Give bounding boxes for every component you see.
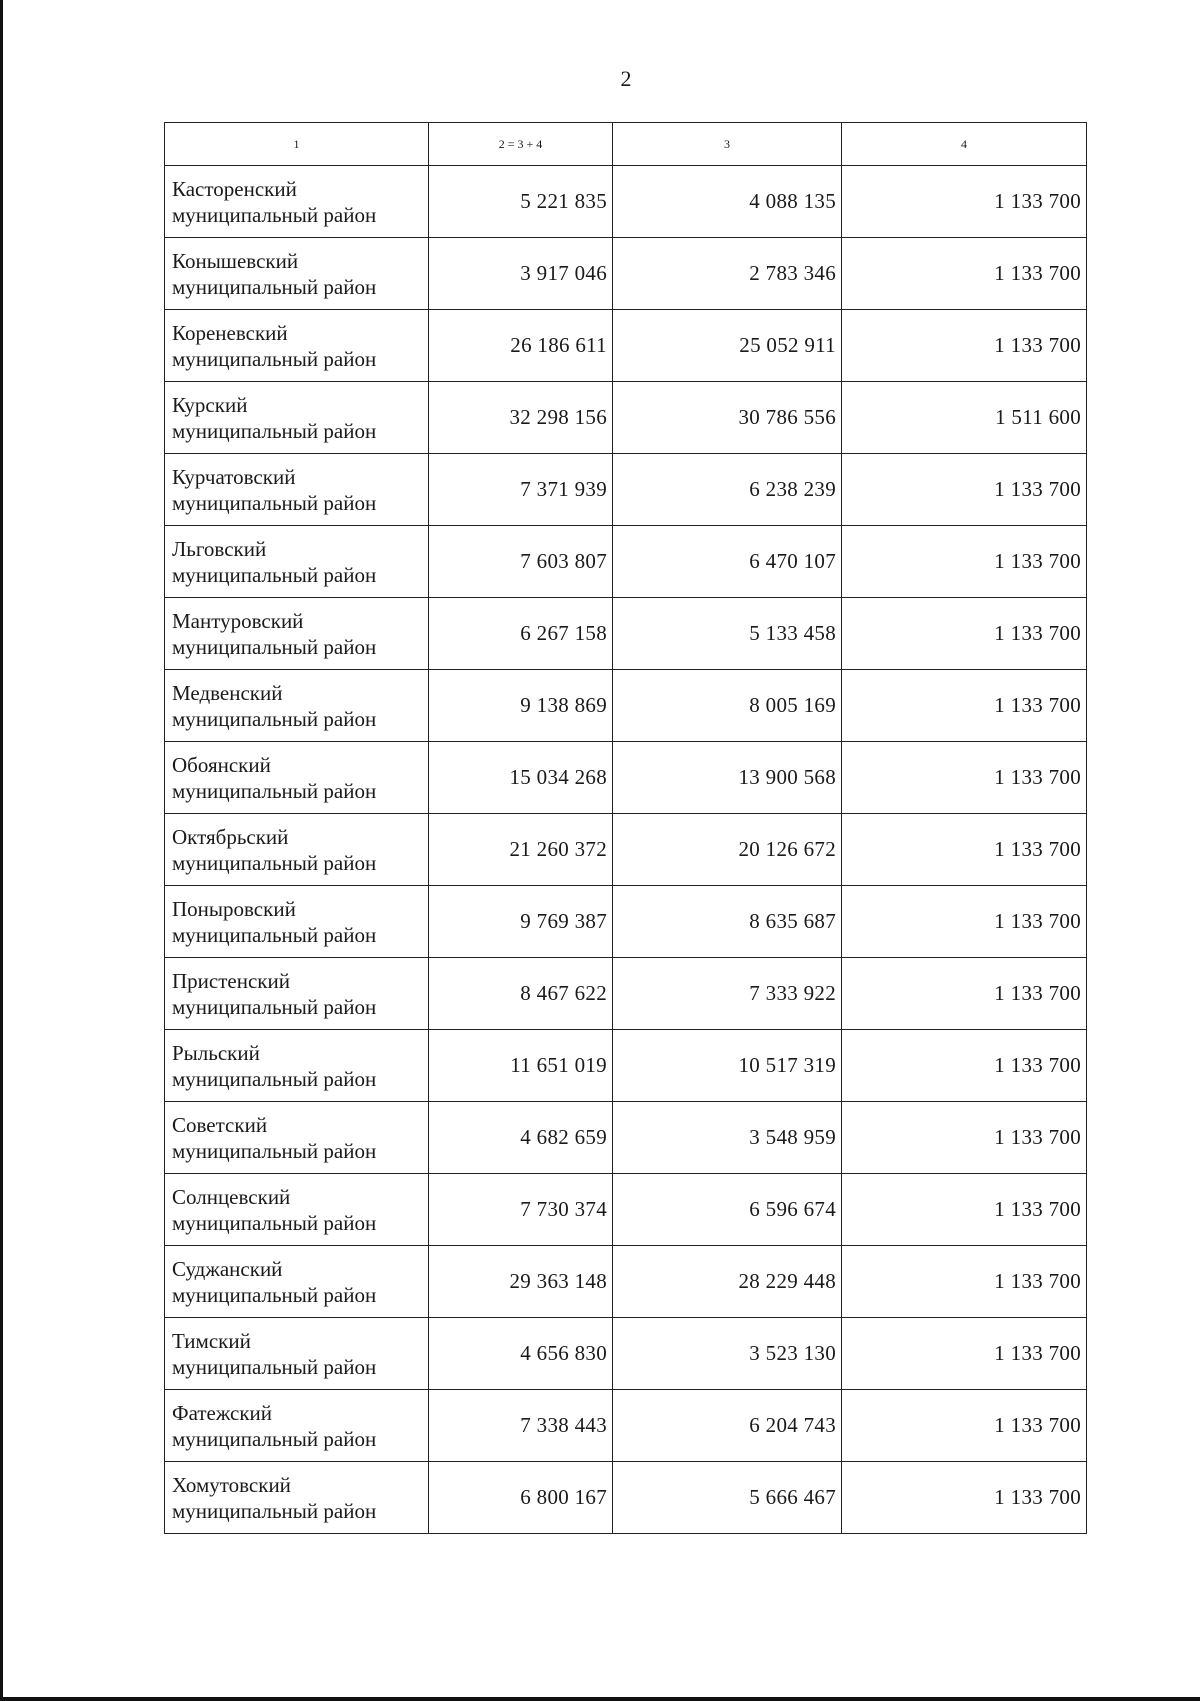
- total-amount: 7 371 939: [429, 454, 613, 526]
- district-name-cell: [165, 1174, 429, 1246]
- total-amount: 7 603 807: [429, 526, 613, 598]
- amount-col3: 5 133 458: [613, 598, 842, 670]
- district-name: Советский: [172, 1112, 268, 1137]
- amount-col4: 1 133 700: [842, 598, 1087, 670]
- amount-col3: 6 204 743: [613, 1390, 842, 1462]
- table-row: [165, 238, 1087, 310]
- total-amount: 8 467 622: [429, 958, 613, 1030]
- total-amount: 26 186 611: [429, 310, 613, 382]
- table-row: [165, 1030, 1087, 1102]
- district-name: Рыльский: [172, 1040, 260, 1065]
- total-amount: 6 267 158: [429, 598, 613, 670]
- table-row: [165, 1102, 1087, 1174]
- amount-col4: 1 133 700: [842, 814, 1087, 886]
- district-name: Медвенский: [172, 680, 283, 705]
- district-type: муниципальный район: [172, 202, 377, 227]
- district-name: Курчатовский: [172, 464, 296, 489]
- amount-col4: 1 133 700: [842, 526, 1087, 598]
- table-row: [165, 742, 1087, 814]
- district-name-cell: [165, 166, 429, 238]
- district-name: Курский: [172, 392, 248, 417]
- district-name-cell: [165, 526, 429, 598]
- column-header-2: 2 = 3 + 4: [429, 123, 613, 166]
- amount-col4: 1 133 700: [842, 454, 1087, 526]
- amount-col4: 1 133 700: [842, 310, 1087, 382]
- district-name-cell: [165, 1390, 429, 1462]
- district-name: Октябрьский: [172, 824, 289, 849]
- amount-col4: 1 133 700: [842, 886, 1087, 958]
- scan-edge-left: [0, 0, 3, 1701]
- total-amount: 9 138 869: [429, 670, 613, 742]
- amount-col3: 20 126 672: [613, 814, 842, 886]
- district-name-cell: [165, 382, 429, 454]
- district-name-cell: [165, 310, 429, 382]
- district-name-cell: [165, 1246, 429, 1318]
- amount-col4: 1 133 700: [842, 958, 1087, 1030]
- amount-col3: 28 229 448: [613, 1246, 842, 1318]
- district-name-cell: [165, 1318, 429, 1390]
- district-type: муниципальный район: [172, 850, 377, 875]
- amount-col4: 1 133 700: [842, 1390, 1087, 1462]
- district-type: муниципальный район: [172, 922, 377, 947]
- district-type: муниципальный район: [172, 490, 377, 515]
- amount-col4: 1 133 700: [842, 1174, 1087, 1246]
- total-amount: 7 338 443: [429, 1390, 613, 1462]
- district-type: муниципальный район: [172, 634, 377, 659]
- amount-col3: 4 088 135: [613, 166, 842, 238]
- table-row: [165, 454, 1087, 526]
- district-name: Обоянский: [172, 752, 271, 777]
- district-name: Солнцевский: [172, 1184, 291, 1209]
- total-amount: 7 730 374: [429, 1174, 613, 1246]
- table-row: [165, 166, 1087, 238]
- total-amount: 29 363 148: [429, 1246, 613, 1318]
- district-type: муниципальный район: [172, 994, 377, 1019]
- district-type: муниципальный район: [172, 1426, 377, 1451]
- district-name-cell: [165, 598, 429, 670]
- total-amount: 21 260 372: [429, 814, 613, 886]
- total-amount: 3 917 046: [429, 238, 613, 310]
- table-row: [165, 1462, 1087, 1534]
- amount-col3: 13 900 568: [613, 742, 842, 814]
- scan-edge-bottom: [0, 1697, 1200, 1701]
- amount-col4: 1 133 700: [842, 1102, 1087, 1174]
- district-type: муниципальный район: [172, 346, 377, 371]
- district-name: Касторенский: [172, 176, 297, 201]
- district-name: Кореневский: [172, 320, 288, 345]
- district-name-cell: [165, 1102, 429, 1174]
- total-amount: 5 221 835: [429, 166, 613, 238]
- table-row: [165, 382, 1087, 454]
- district-name-cell: [165, 814, 429, 886]
- amount-col4: 1 133 700: [842, 238, 1087, 310]
- district-type: муниципальный район: [172, 1282, 377, 1307]
- amount-col3: 3 548 959: [613, 1102, 842, 1174]
- district-type: муниципальный район: [172, 1210, 377, 1235]
- amount-col4: 1 133 700: [842, 742, 1087, 814]
- amount-col3: 6 238 239: [613, 454, 842, 526]
- table-header-row: [165, 123, 1087, 166]
- table-row: [165, 1246, 1087, 1318]
- district-type: муниципальный район: [172, 1354, 377, 1379]
- total-amount: 4 656 830: [429, 1318, 613, 1390]
- table-row: [165, 958, 1087, 1030]
- amount-col3: 7 333 922: [613, 958, 842, 1030]
- district-type: муниципальный район: [172, 778, 377, 803]
- amount-col4: 1 133 700: [842, 1246, 1087, 1318]
- district-name-cell: [165, 886, 429, 958]
- total-amount: 32 298 156: [429, 382, 613, 454]
- district-type: муниципальный район: [172, 418, 377, 443]
- district-name-cell: [165, 742, 429, 814]
- table-row: [165, 526, 1087, 598]
- district-type: муниципальный район: [172, 1138, 377, 1163]
- amount-col4: 1 133 700: [842, 670, 1087, 742]
- amount-col3: 6 470 107: [613, 526, 842, 598]
- amount-col4: 1 511 600: [842, 382, 1087, 454]
- amount-col4: 1 133 700: [842, 166, 1087, 238]
- district-type: муниципальный район: [172, 274, 377, 299]
- district-name: Фатежский: [172, 1400, 272, 1425]
- district-name-cell: [165, 670, 429, 742]
- district-type: муниципальный район: [172, 1498, 377, 1523]
- district-name: Хомутовский: [172, 1472, 291, 1497]
- amount-col3: 25 052 911: [613, 310, 842, 382]
- amount-col3: 2 783 346: [613, 238, 842, 310]
- total-amount: 15 034 268: [429, 742, 613, 814]
- district-type: муниципальный район: [172, 1066, 377, 1091]
- amount-col3: 30 786 556: [613, 382, 842, 454]
- district-name: Льговский: [172, 536, 267, 561]
- table-row: [165, 1174, 1087, 1246]
- total-amount: 4 682 659: [429, 1102, 613, 1174]
- district-name-cell: [165, 238, 429, 310]
- district-name: Мантуровский: [172, 608, 304, 633]
- table-row: [165, 598, 1087, 670]
- amount-col4: 1 133 700: [842, 1462, 1087, 1534]
- district-name-cell: [165, 454, 429, 526]
- table-row: [165, 1318, 1087, 1390]
- district-name-cell: [165, 1462, 429, 1534]
- district-name: Поныровский: [172, 896, 296, 921]
- district-type: муниципальный район: [172, 562, 377, 587]
- district-name: Тимский: [172, 1328, 251, 1353]
- table-row: [165, 886, 1087, 958]
- district-type: муниципальный район: [172, 706, 377, 731]
- total-amount: 9 769 387: [429, 886, 613, 958]
- table-row: [165, 310, 1087, 382]
- district-name: Пристенский: [172, 968, 290, 993]
- total-amount: 11 651 019: [429, 1030, 613, 1102]
- amount-col4: 1 133 700: [842, 1318, 1087, 1390]
- district-name: Суджанский: [172, 1256, 283, 1281]
- column-header-3: 3: [613, 123, 842, 166]
- table-row: [165, 814, 1087, 886]
- amount-col3: 8 635 687: [613, 886, 842, 958]
- district-name-cell: [165, 1030, 429, 1102]
- table-row: [165, 1390, 1087, 1462]
- amount-col4: 1 133 700: [842, 1030, 1087, 1102]
- column-header-1: 1: [165, 123, 429, 166]
- district-name-cell: [165, 958, 429, 1030]
- amount-col3: 10 517 319: [613, 1030, 842, 1102]
- amount-col3: 3 523 130: [613, 1318, 842, 1390]
- table-row: [165, 670, 1087, 742]
- amount-col3: 6 596 674: [613, 1174, 842, 1246]
- budget-table: [164, 122, 1087, 1534]
- total-amount: 6 800 167: [429, 1462, 613, 1534]
- amount-col3: 8 005 169: [613, 670, 842, 742]
- amount-col3: 5 666 467: [613, 1462, 842, 1534]
- district-name: Конышевский: [172, 248, 299, 273]
- column-header-4: 4: [842, 123, 1087, 166]
- page-number: 2: [620, 66, 632, 91]
